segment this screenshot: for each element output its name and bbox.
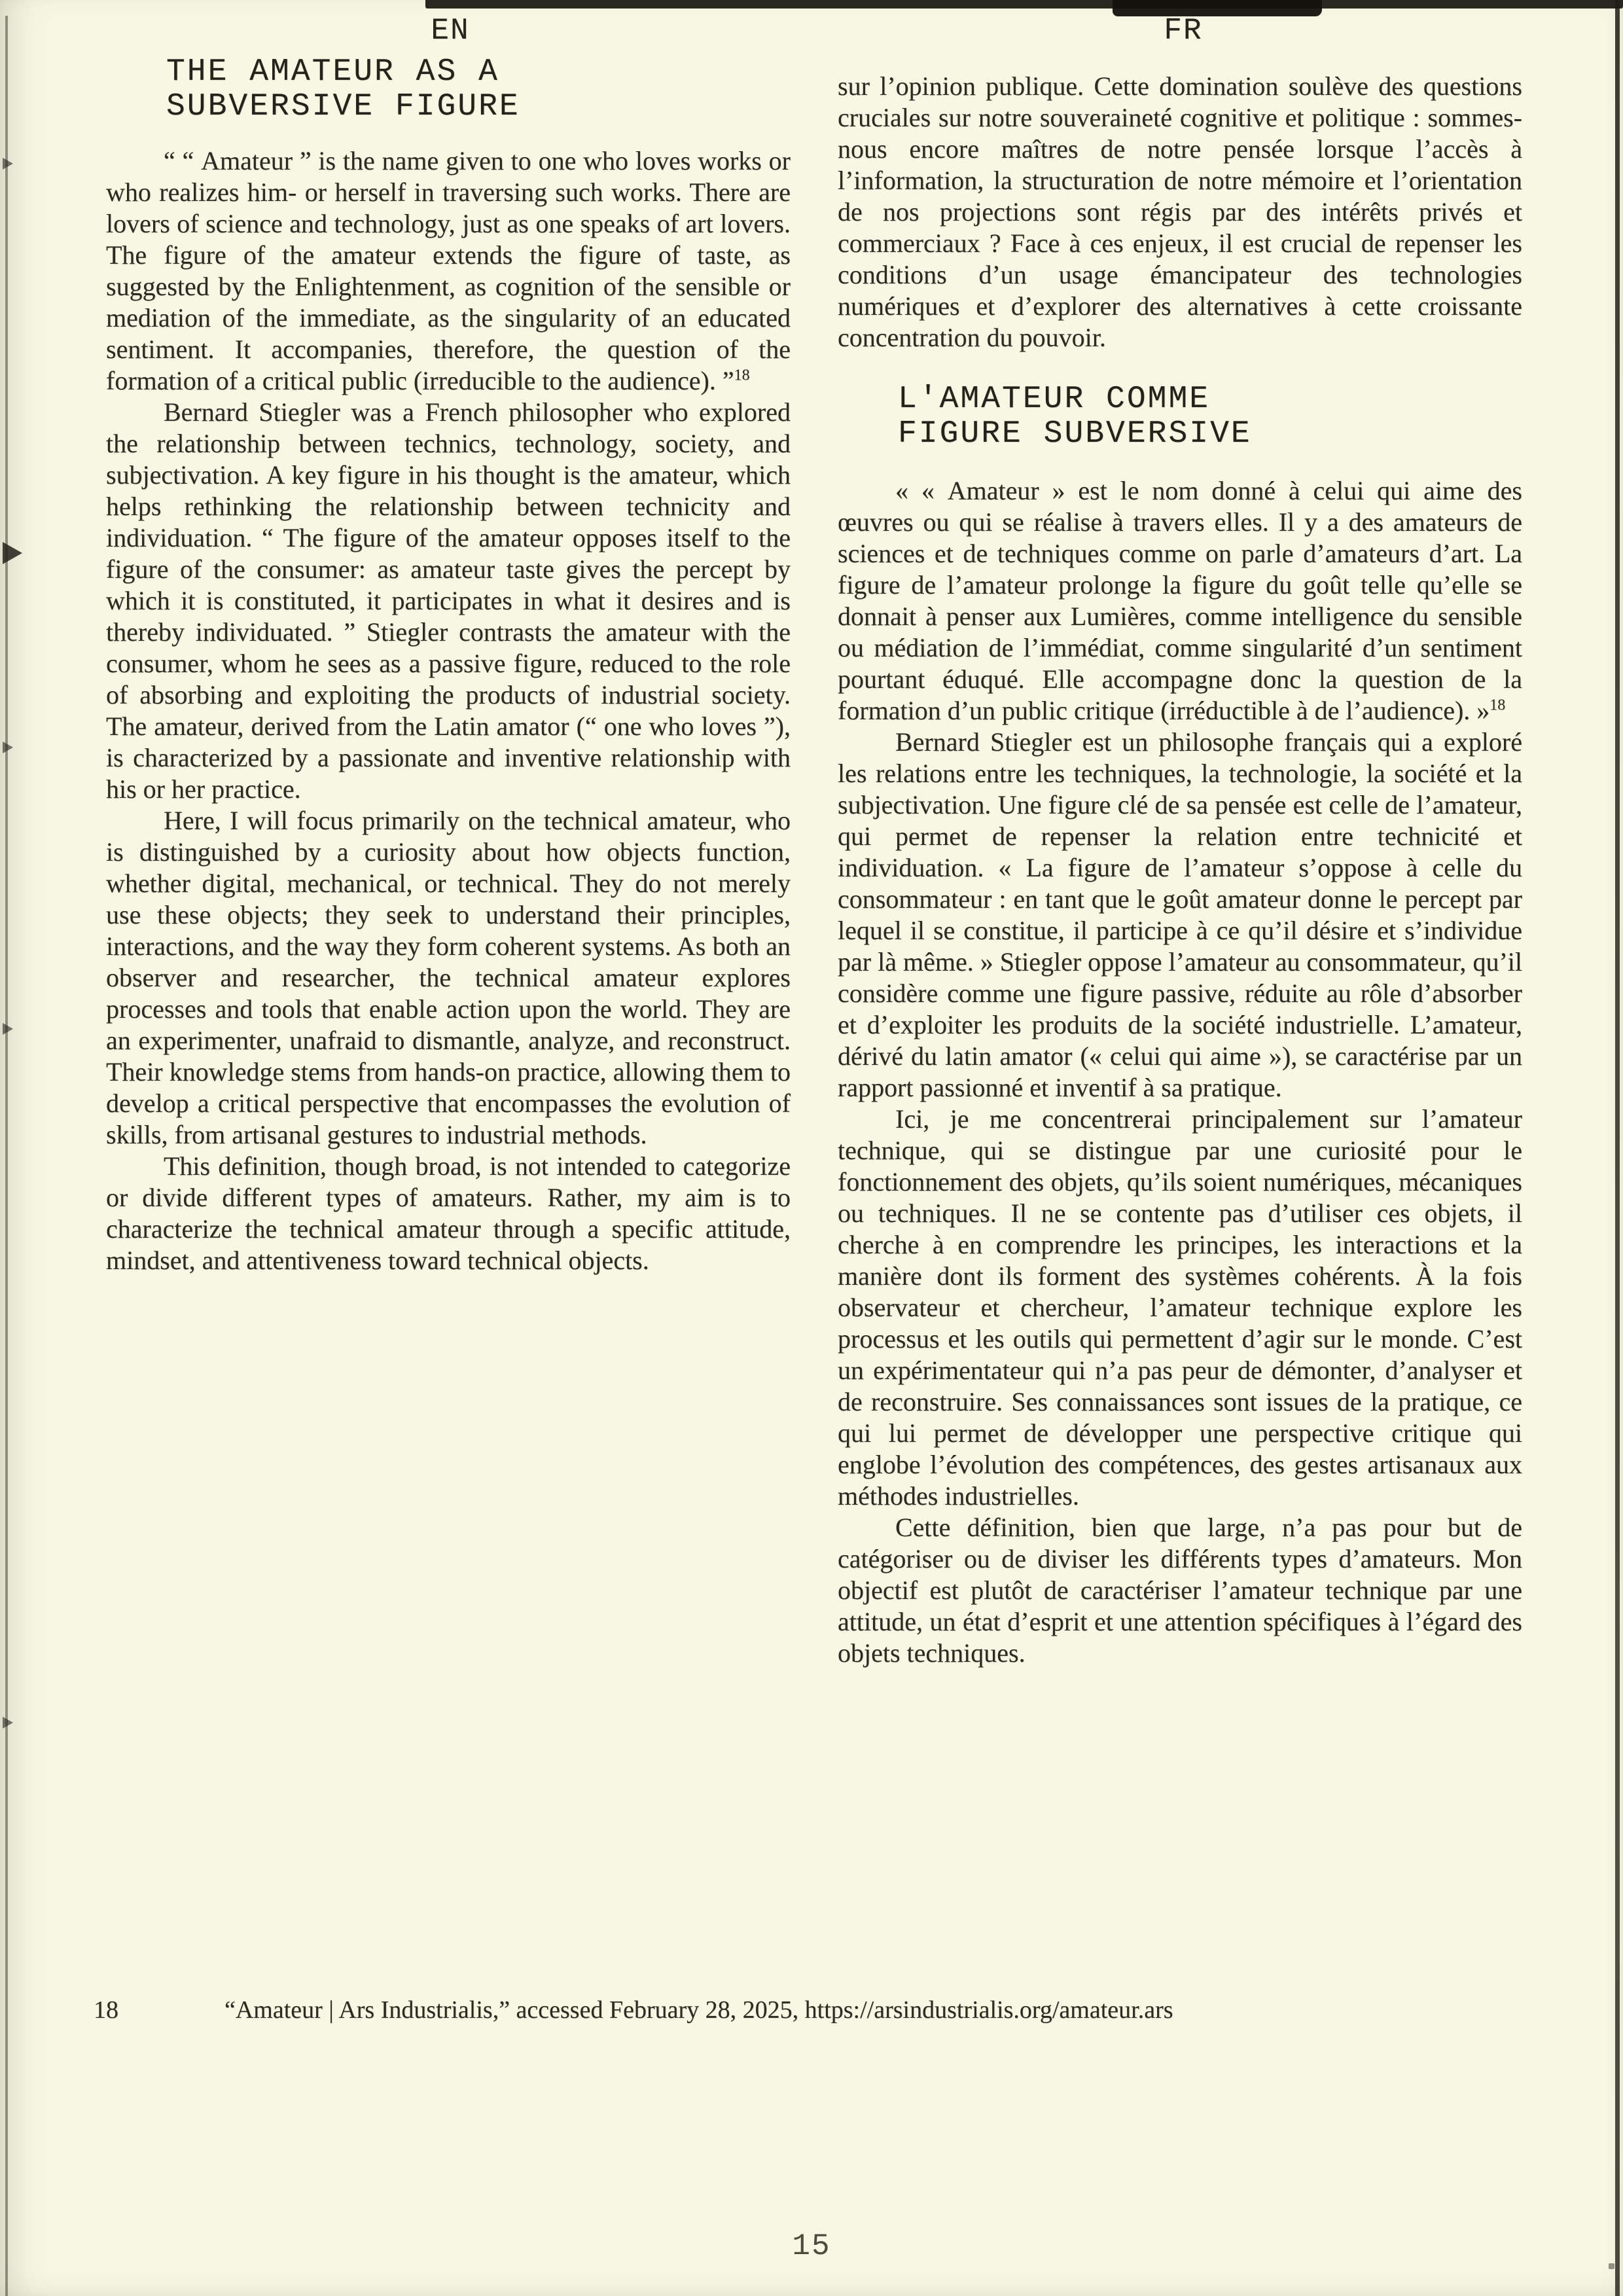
footnote-number: 18: [94, 1996, 118, 2024]
paragraph: “ “ Amateur ” is the name given to one who loves works or who realizes him- or herself in traversing such works. There are lovers of science and technology, just as one speaks of art lovers. The figure of the amateur extends the figure of taste, as suggested by the Enlightenment, as cognition of the sensible or mediation of the immediate, as the singularity of an educated sentiment. It accompanies, therefore, the question of the formation of a critical public (irreducible to the audience). ”$^{18}$: [106, 146, 791, 395]
footnote-ref: 18: [1489, 696, 1506, 714]
french-body: [838, 475, 1522, 1669]
paragraph: Ici, je me concentrerai principalement sur l’amateur technique, qui se distingue par une curiosité pour le fonctionnement des objets, qu’ils soient numériques, mécaniques ou techniques. Il ne se contente pas d’utiliser ces objets, il cherche à en comprendre les principes, les interactions et la manière dont ils forment des systèmes cohérents. À la fois observateur et chercheur, l’amateur technique explore les processus et les outils qui permettent d’agir sur le monde. C’est un expérimentateur qui n’a pas peur de démonter, d’analyser et de reconstruire. Ses connaissances sont issues de la pratique, ce qui lui permet de développer une perspective critique qui englobe l’évolution des compétences, des gestes artisanaux aux méthodes industrielles.: [838, 1104, 1522, 1511]
english-body: [106, 145, 791, 1276]
paragraph: Bernard Stiegler est un philosophe français qui a exploré les relations entre les techniques, la technologie, la société et la subjectivation. Une figure clé de sa pensée est celle de l’amateur, qui permet de repenser la relation entre technicité et individuation. « La figure de l’amateur s’oppose à celle du consommateur : en tant que le goût amateur donne le percept par lequel il se constitue, il participe à ce qu’il désire et s’individue par là même. » Stiegler oppose l’amateur au consommateur, qu’il considère comme une figure passive, réduite au rôle d’absorber et d’exploiter les produits de la société industrielle. L’amateur, dérivé du latin amator (« celui qui aime »), se caractérise par un rapport passionné et inventif à sa pratique.: [838, 727, 1522, 1102]
scan-binding-mark: [3, 158, 13, 170]
paragraph: Cette définition, bien que large, n’a pas pour but de catégoriser ou de diviser les différents types d’amateurs. Mon objectif est plutôt de caractériser l’amateur technique par une attitude, un état d’esprit et une attention spécifiques à l’égard des objets techniques.: [838, 1513, 1522, 1668]
column-label-fr: FR: [1164, 14, 1203, 48]
paragraph: This definition, though broad, is not intended to categorize or divide different types of amateurs. Rather, my aim is to characterize the technical amateur through a specific attitude, mindset, and attentiveness toward technical objects.: [106, 1151, 791, 1275]
paragraph: Bernard Stiegler was a French philosopher who explored the relationship between technics, technology, society, and subjectivation. A key figure in his thought is the amateur, which helps rethinking the relationship between technicity and individuation. “ The figure of the amateur opposes itself to the figure of the consumer: as amateur taste gives the percept by which it is constituted, it participates in what it desires and is thereby individuated. ” Stiegler contrasts the amateur with the consumer, whom he sees as a passive figure, reduced to the role of absorbing and exploiting the products of industrial society. The amateur, derived from the Latin amator (“ one who loves ”), is characterized by a passionate and inventive relationship with his or her practice.: [106, 397, 791, 804]
scan-binding-mark: [3, 1023, 13, 1035]
paragraph: « « Amateur » est le nom donné à celui qui aime des œuvres ou qui se réalise à travers elles. Il y a des amateurs de sciences et de techniques comme on parle d’amateurs d’art. La figure de l’amateur prolonge la figure du goût telle qu’elle se donnait à penser aux Lumières, comme intelligence du sensible ou médiation de l’immédiat, comme singularité d’un sentiment pourtant éduqué. Elle accompagne donc la question de la formation d’un public critique (irréductible à de l’audience). »$^{18}$: [838, 476, 1522, 725]
paragraph: sur l’opinion publique. Cette domination soulève des questions cruciales sur notre souveraineté cognitive et politique : sommes-nous encore maîtres de notre pensée lorsque l’accès à l’information, la structuration de notre mémoire et l’orientation de nos projections sont régis par des intérêts privés et commerciaux ? Face à ces enjeux, il est crucial de repenser les conditions d’un usage émancipateur des technologies numériques et d’explorer des alternatives à cette croissante concentration du pouvoir.: [838, 71, 1522, 352]
english-column: [106, 55, 791, 1276]
heading-line: THE AMATEUR AS A: [166, 54, 499, 90]
scan-top-edge-blob: [1113, 0, 1322, 16]
scan-speck: [1609, 2263, 1614, 2269]
french-continuation: [838, 71, 1522, 353]
footnote: [94, 1995, 1350, 2025]
heading-line: FIGURE SUBVERSIVE: [898, 416, 1252, 452]
heading-line: SUBVERSIVE FIGURE: [166, 89, 520, 124]
french-column: [838, 71, 1522, 1669]
paragraph: Here, I will focus primarily on the technical amateur, who is distinguished by a curiosity about how objects function, whether digital, mechanical, or technical. They do not merely use these objects; they seek to understand their principles, interactions, and the way they form coherent systems. As both an observer and researcher, the technical amateur explores processes and tools that enable action upon the world. They are an experimenter, unafraid to dismantle, analyze, and reconstruct. Their knowledge stems from hands-on practice, allowing them to develop a critical perspective that encompasses the evolution of skills, from artisanal gestures to industrial methods.: [106, 806, 791, 1149]
scan-top-edge-band: [425, 0, 1623, 9]
footnote-ref: 18: [734, 367, 750, 384]
heading-line: L'AMATEUR COMME: [898, 382, 1211, 417]
scan-right-edge-line: [1615, 0, 1620, 2296]
english-section-title: [166, 55, 791, 124]
page-number: 15: [792, 2229, 831, 2263]
scan-binding-mark: [3, 1717, 13, 1729]
footnote-text: “Amateur | Ars Industrialis,” accessed February 28, 2025, https://arsindustrialis.org/amateur.ars: [224, 1996, 1173, 2024]
scan-binding-mark: [3, 542, 22, 564]
french-section-title: [898, 382, 1522, 452]
column-label-en: EN: [431, 14, 470, 48]
scan-left-edge-line: [5, 16, 8, 2296]
scan-binding-mark: [3, 742, 13, 753]
